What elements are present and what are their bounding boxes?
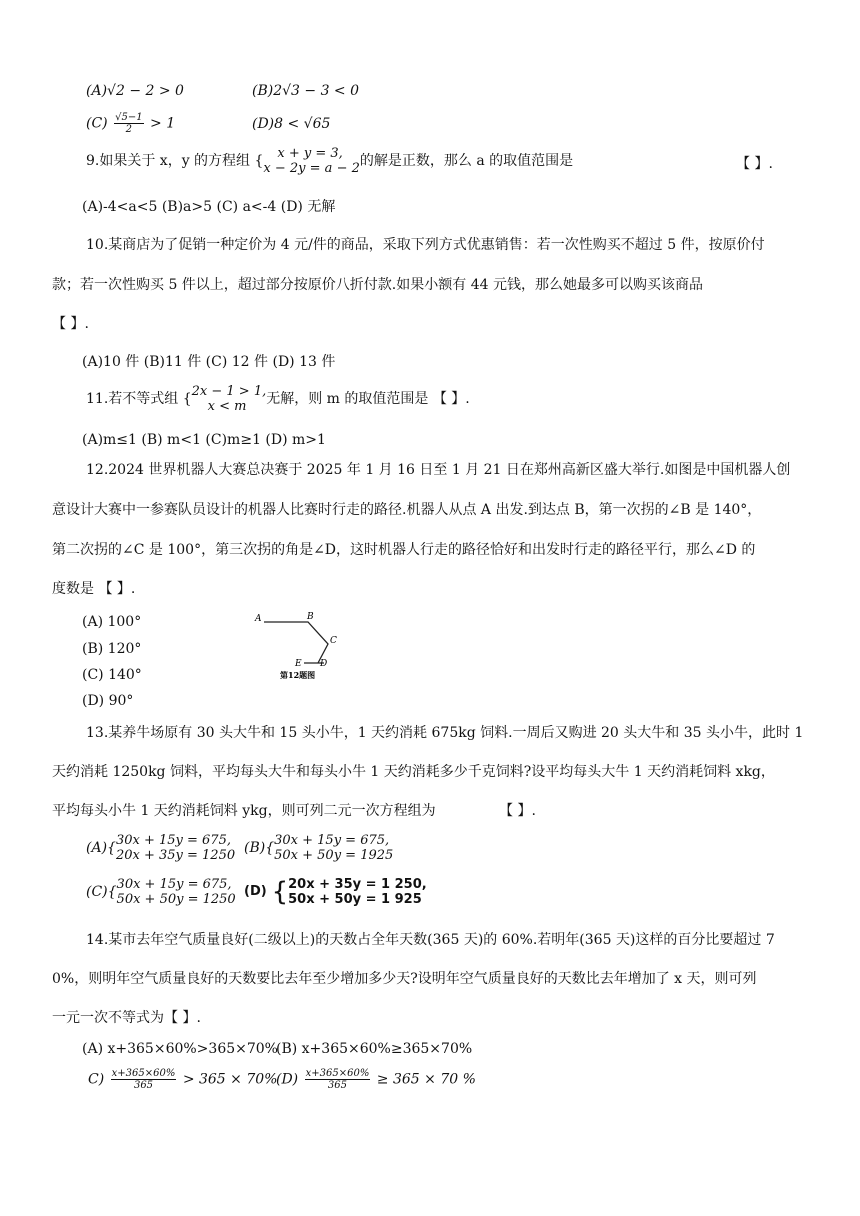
q10-line-1: 10.某商店为了促销一种定价为 4 元/件的商品，采取下列方式优惠销售：若一次性购买不超过 5 件，按原价付: [86, 237, 765, 253]
q9-answer-bracket: 【 】.: [736, 156, 773, 172]
q8-option-c-numerator: √5−1: [115, 112, 143, 123]
q14-option-d: [276, 1068, 476, 1091]
q13-option-d-label: (D): [244, 884, 267, 899]
q12-figure-caption: 第12题图: [280, 670, 316, 680]
q8-option-c-fraction: [114, 112, 143, 135]
q13-option-b-eq2: 50x + 50y = 1925: [274, 848, 394, 863]
q14-option-d-fraction: [305, 1068, 371, 1091]
q12-label-b: B: [307, 612, 314, 622]
q11-suffix: 无解，则 m 的取值范围是 【 】.: [266, 391, 470, 407]
q12-label-e: E: [295, 659, 302, 669]
q13-option-b-eq1: 30x + 15y = 675,: [274, 833, 390, 848]
q14-line-1: 14.某市去年空气质量良好(二级以上)的天数占全年天数(365 天)的 60%.若明年(365 天)这样的百分比要超过 7: [86, 932, 775, 948]
q11-eq1: 2x − 1 > 1,: [191, 384, 267, 399]
q12-option-d: (D) 90°: [82, 693, 134, 709]
q14-option-d-numerator: x+365×60%: [305, 1068, 370, 1079]
q9-eq2: x − 2y = a − 2: [263, 161, 360, 176]
q9-prefix: 9.如果关于 x，y 的方程组 {: [86, 153, 264, 169]
q11-prefix: 11.若不等式组 {: [86, 391, 192, 407]
q13-option-d: [244, 877, 427, 907]
q11-system: [192, 384, 267, 414]
q13-answer-bracket: 【 】.: [499, 803, 536, 819]
q13-option-c-label: (C){: [86, 884, 117, 900]
q13-option-d-system: [288, 877, 427, 907]
q9-eq1: x + y = 3,: [277, 146, 343, 161]
q9-system: [263, 146, 359, 176]
q13-line-2: 天约消耗 1250kg 饲料，平均每头大牛和每头小牛 1 天约消耗多少千克饲料?设平均每头大牛 1 天约消耗饲料 xkg，: [52, 764, 775, 780]
q8-option-c-denominator: 2: [125, 124, 133, 135]
q8-option-a: (A)√2 − 2 > 0: [86, 83, 184, 99]
q13-option-c-eq2: 50x + 50y = 1250: [116, 892, 236, 907]
q11-eq2: x < m: [207, 399, 247, 414]
q14-option-d-label: (D): [276, 1071, 299, 1088]
q14-option-c-denominator: 365: [133, 1080, 154, 1091]
q13-option-b-label: (B){: [244, 840, 275, 856]
q12-option-c: (C) 140°: [82, 667, 142, 683]
q13-option-d-eq2: 50x + 50y = 1 925: [288, 892, 422, 907]
q12-line-3: 第二次拐的∠C 是 100°，第三次拐的角是∠D，这时机器人行走的路径恰好和出发时行走的路径平行，那么∠D 的: [52, 542, 756, 558]
q14-option-b: (B) x+365×60%≥365×70%: [276, 1041, 473, 1057]
q13-option-a-eq2: 20x + 35y = 1250: [115, 848, 236, 863]
q8-option-d: (D)8 < √65: [252, 116, 331, 132]
q9-suffix: 的解是正数，那么 a 的取值范围是: [359, 153, 574, 169]
q13-line-3: 平均每头小牛 1 天约消耗饲料 ykg，则可列二元一次方程组为: [52, 803, 436, 819]
q14-option-d-denominator: 365: [327, 1080, 348, 1091]
q13-option-b-system: [274, 833, 393, 863]
q14-option-c-rest: > 365 × 70%: [182, 1071, 278, 1088]
q12-option-a: (A) 100°: [82, 614, 142, 630]
q12-option-b: (B) 120°: [82, 641, 142, 657]
q12-label-d: D: [320, 659, 328, 669]
q9-options: (A)-4<a<5 (B)a>5 (C) a<-4 (D) 无解: [82, 199, 336, 215]
q12-label-c: C: [330, 636, 337, 646]
q12-label-a: A: [255, 614, 262, 624]
q10-answer-bracket: 【 】.: [52, 316, 89, 332]
q14-option-a: (A) x+365×60%>365×70%: [82, 1041, 278, 1057]
q13-option-c-system: [117, 877, 236, 907]
q14-option-d-rest: ≥ 365 × 70 %: [376, 1071, 476, 1088]
q12-path-abcd: [264, 622, 328, 663]
q13-option-a-system: [116, 833, 235, 863]
q13-line-1: 13.某养牛场原有 30 头大牛和 15 头小牛，1 天约消耗 675kg 饲料.一周后又购进 20 头大牛和 35 头小牛，此时 1: [86, 725, 804, 741]
q11-stem: [86, 384, 470, 414]
q12-figure: [250, 608, 360, 686]
q14-line-2: 0%，则明年空气质量良好的天数要比去年至少增加多少天?设明年空气质量良好的天数比去年增加了 x 天，则可列: [52, 971, 757, 987]
q13-option-a: [86, 833, 235, 863]
q12-line-2: 意设计大赛中一参赛队员设计的机器人比赛时行走的路径.机器人从点 A 出发.到达点 B，第一次拐的∠B 是 140°，: [52, 502, 762, 518]
q14-option-c-numerator: x+365×60%: [111, 1068, 176, 1079]
q13-option-b: [244, 833, 393, 863]
q14-option-c: [88, 1068, 277, 1091]
q13-option-d-brace: {: [271, 877, 289, 907]
q14-option-c-label: C): [88, 1071, 105, 1088]
q12-line-1: 12.2024 世界机器人大赛总决赛于 2025 年 1 月 16 日至 1 月 21 日在郑州高新区盛大举行.如图是中国机器人创: [86, 462, 791, 478]
q13-option-d-eq1: 20x + 35y = 1 250,: [288, 877, 427, 892]
q14-option-c-fraction: [111, 1068, 177, 1091]
q11-options: (A)m≤1 (B) m<1 (C)m≥1 (D) m>1: [82, 432, 326, 448]
q10-options: (A)10 件 (B)11 件 (C) 12 件 (D) 13 件: [82, 354, 336, 370]
q9-stem: [86, 146, 573, 176]
q13-option-c-eq1: 30x + 15y = 675,: [116, 877, 232, 892]
q13-option-a-label: (A){: [86, 840, 116, 856]
q12-line-4: 度数是 【 】.: [52, 581, 136, 597]
q13-option-c: [86, 877, 236, 907]
q8-option-c-rest: > 1: [150, 115, 176, 132]
q14-line-3: 一元一次不等式为【 】.: [52, 1010, 201, 1026]
q8-option-c-label: (C): [86, 115, 108, 132]
q13-option-a-eq1: 30x + 15y = 675,: [115, 833, 231, 848]
q8-option-b: (B)2√3 − 3 < 0: [252, 83, 360, 99]
q10-line-2: 款；若一次性购买 5 件以上，超过部分按原价八折付款.如果小额有 44 元钱，那么她最多可以购买该商品: [52, 277, 703, 293]
q8-option-c: [86, 112, 175, 135]
